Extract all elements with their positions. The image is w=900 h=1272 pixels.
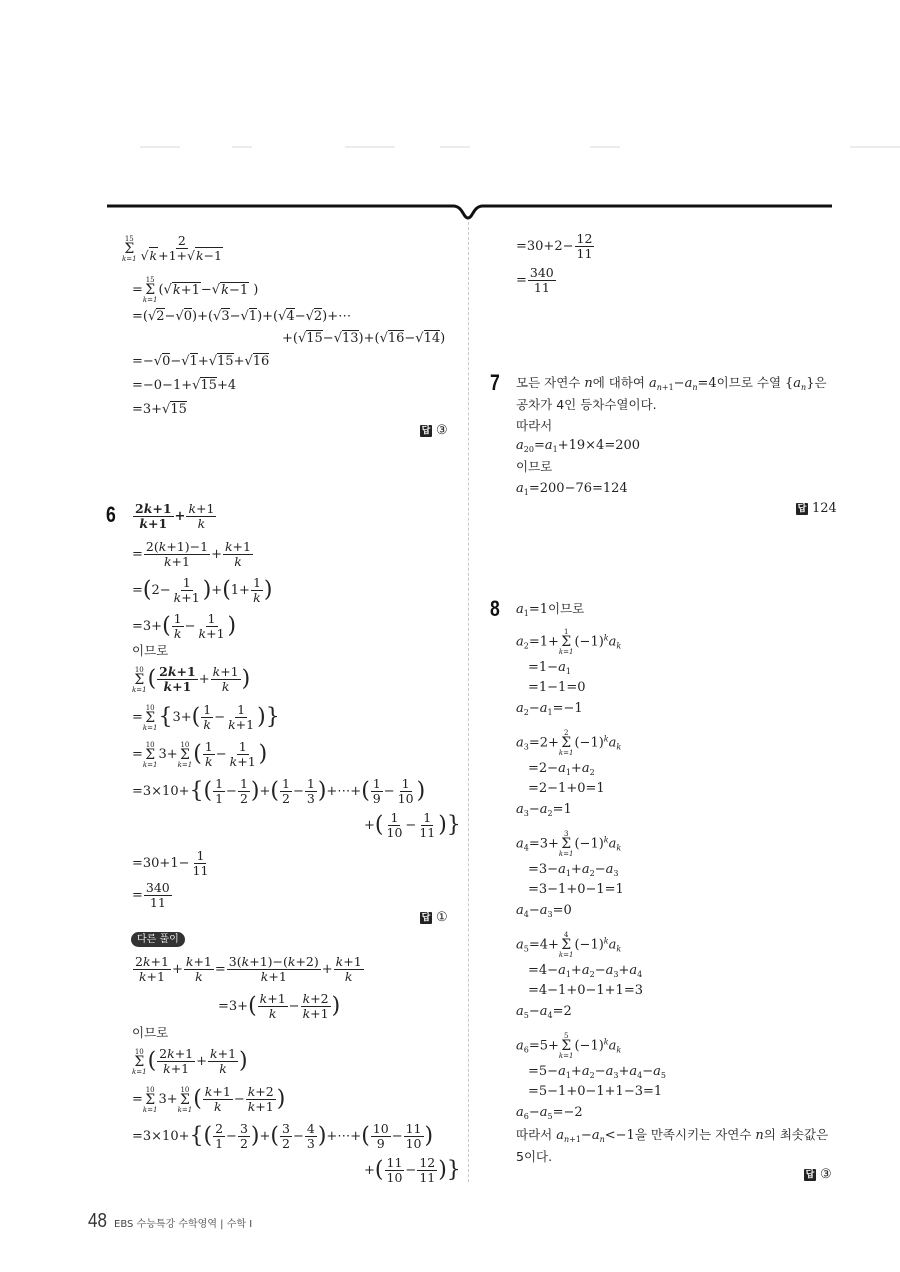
math-line: $a_2-a_1=-1$ (516, 701, 583, 717)
text-line: 따라서 $a_{n+1}-a_n<-1$을 만족시키는 자연수 n의 최솟값은 (516, 1127, 829, 1144)
math-line: $a_5-a_4=2$ (516, 1004, 572, 1020)
answer-icon: 답 (797, 503, 807, 514)
problem-number: 7 (490, 370, 500, 395)
math-line: =3+( $\frac{1}{k}$ − $\frac{1}{k+1}$ ) (132, 611, 237, 641)
math-line: = 10 Σ k=1 3+ 10 Σ k=1 ( $\frac{k+1}{k}$ − $\frac{k+2}{k+1}$ ) (132, 1084, 286, 1114)
math-line: $a_3-a_2=1$ (516, 802, 572, 818)
scan-artifact (232, 146, 252, 148)
math-line: =3×10+{( $\frac{1}{1}$ − $\frac{1}{2}$ )+( $\frac{1}{2}$ − $\frac{1}{3}$ )+⋯+( $\frac{1}{9}$ − $\frac{1}{10}$ ) (132, 776, 426, 806)
page-number: 48 (88, 1210, 107, 1232)
math-line: =3×10+{( $\frac{2}{1}$ − $\frac{3}{2}$ )+( $\frac{3}{2}$ − $\frac{4}{3}$ )+⋯+( $\frac{10}{9}$ − $\frac{11}{10}$ ) (132, 1121, 434, 1151)
math-line: $=3-a_1+a_2-a_3$ (528, 862, 619, 878)
answer-value: 124 (812, 501, 837, 516)
math-line: $\frac{2k+1}{k+1}$ + $\frac{k+1}{k}$ (135, 501, 215, 531)
header-rule (107, 200, 832, 220)
math-line: 15 Σ k=1 $\frac{2}{√k+1+√k-1}$ (122, 233, 223, 263)
math-line: $a_3=2+$ 2 Σ k=1 $(-1)^ka_k$ (516, 729, 622, 757)
scan-artifact (345, 146, 395, 148)
math-line: =3+( $\frac{k+1}{k}$ − $\frac{k+2}{k+1}$ ) (218, 991, 341, 1021)
math-line: $a_6-a_5=-2$ (516, 1105, 583, 1121)
answer-icon: 답 (805, 1169, 815, 1180)
math-line: $a_2=1+$ 1 Σ k=1 $(-1)^ka_k$ (516, 628, 622, 656)
math-line: $a_4-a_3=0$ (516, 903, 572, 919)
text-line: 따라서 (516, 418, 553, 433)
math-line: = $\frac{340}{11}$ (132, 880, 170, 910)
math-line: =−0−1+√15+4 (132, 378, 237, 393)
text-line: 모든 자연수 n에 대하여 $a_{n+1}-a_n=4$이므로 수열 $\{a_n\}$은 (516, 375, 827, 392)
math-line: $=1-a_1$ (528, 660, 571, 676)
text-line: 5이다. (516, 1149, 553, 1164)
math-line: =3−1+0−1=1 (528, 882, 624, 897)
math-line: = 15 Σ k=1 (√k+1−√k−1 ) (132, 276, 259, 304)
math-line: $a_{20}=a_1+19\times 4=200$ (516, 438, 641, 454)
math-line: =5−1+0−1+1−3=1 (528, 1084, 663, 1099)
math-line: =(2− $\frac{1}{k+1}$ )+(1+ $\frac{1}{k}$ ) (132, 575, 273, 605)
answer-line (804, 1167, 832, 1182)
answer-line (420, 910, 448, 925)
answer-value: ③ (436, 423, 448, 438)
answer-value: ③ (820, 1167, 832, 1182)
math-line: =2−1+0=1 (528, 781, 605, 796)
scan-artifact (850, 146, 900, 148)
math-line: =1−1=0 (528, 680, 586, 695)
answer-icon: 답 (421, 912, 431, 923)
math-line: = $\frac{2(k+1)-1}{k+1}$ + $\frac{k+1}{k}$ (132, 539, 251, 569)
math-line: 10 Σ k=1 ( $\frac{2k+1}{k+1}$ + $\frac{k+1}{k}$ ) (132, 664, 251, 694)
math-line: $a_1=1$이므로 (516, 601, 585, 618)
answer-value: ① (436, 910, 448, 925)
scan-artifact (140, 146, 180, 148)
math-line: =4−1+0−1+1=3 (528, 983, 643, 998)
math-line: +(√15−√13)+(√16−√14) (282, 331, 446, 346)
math-line: =3+√15 (132, 402, 187, 417)
math-line: = 10 Σ k=1 3+ 10 Σ k=1 ( $\frac{1}{k}$ − $\frac{1}{k+1}$ ) (132, 739, 268, 769)
problem-number: 6 (106, 502, 116, 527)
math-line: +( $\frac{11}{10}$ − $\frac{12}{11}$ )} (364, 1155, 461, 1185)
answer-icon: 답 (421, 425, 431, 436)
math-line: $a_6=5+$ 5 Σ k=1 $(-1)^ka_k$ (516, 1032, 622, 1060)
math-line: +( $\frac{1}{10}$ − $\frac{1}{11}$ )} (364, 810, 461, 840)
math-line: =30+1− $\frac{1}{11}$ (132, 848, 209, 878)
alt-solution-badge: 다른 풀이 (131, 932, 185, 947)
math-line: $=4-a_1+a_2-a_3+a_4$ (528, 963, 643, 979)
math-line: $=2-a_1+a_2$ (528, 761, 595, 777)
text-line: 공차가 4인 등차수열이다. (516, 397, 657, 412)
scan-artifact (590, 146, 620, 148)
problem-number: 8 (490, 596, 500, 621)
math-line: $\frac{2k+1}{k+1}$ + $\frac{k+1}{k}$ = $\frac{3(k+1)-(k+2)}{k+1}$ + $\frac{k+1}{k}$ (135, 954, 362, 984)
page-footer (88, 1210, 252, 1233)
math-line: =(√2−√0)+(√3−√1)+(√4−√2)+⋯ (132, 309, 352, 324)
column-divider (468, 222, 469, 1182)
scan-artifact (440, 146, 470, 148)
math-line: $a_5=4+$ 4 Σ k=1 $(-1)^ka_k$ (516, 931, 622, 959)
math-line: = 10 Σ k=1 {3+( $\frac{1}{k}$ − $\frac{1}{k+1}$ )} (132, 702, 280, 732)
math-line: 10 Σ k=1 ( $\frac{2k+1}{k+1}$ + $\frac{k+1}{k}$ ) (132, 1046, 248, 1076)
text-line: 이므로 (132, 643, 169, 658)
math-line: $a_1=200-76=124$ (516, 481, 628, 497)
math-line: = $\frac{340}{11}$ (516, 265, 554, 295)
math-line: =30+2− $\frac{12}{11}$ (516, 231, 593, 261)
math-line: $a_4=3+$ 3 Σ k=1 $(-1)^ka_k$ (516, 830, 622, 858)
book-title: EBS 수능특강 수학영역 | 수학 Ⅰ (114, 1219, 253, 1230)
answer-line (796, 501, 837, 516)
text-line: 이므로 (132, 1025, 169, 1040)
math-line: $=5-a_1+a_2-a_3+a_4-a_5$ (528, 1064, 666, 1080)
text-line: 이므로 (516, 459, 553, 474)
answer-line (420, 423, 448, 438)
math-line: =−√0−√1+√15+√16 (132, 354, 270, 369)
